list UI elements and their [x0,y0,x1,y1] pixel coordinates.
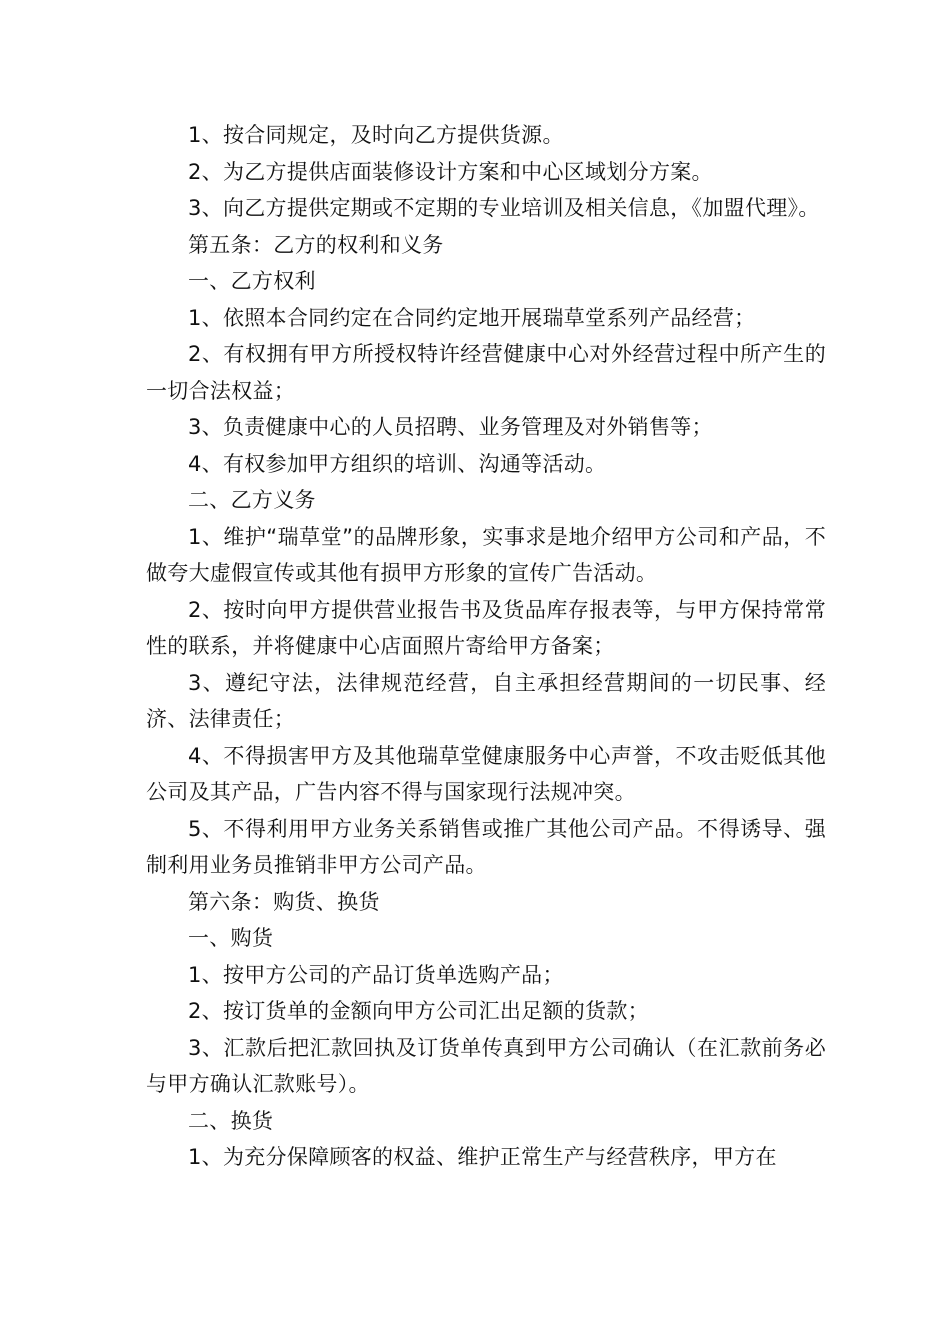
article-heading: 第六条：购货、换货 [188,889,380,914]
clause-item: 3、向乙方提供定期或不定期的专业培训及相关信息，《加盟代理》。 [188,196,820,220]
clause-item: 2、为乙方提供店面装修设计方案和中心区域划分方案。 [188,159,713,184]
clause-item: 1、按甲方公司的产品订货单选购产品； [188,962,564,987]
clause-item: 2、按时向甲方提供营业报告书及货品库存报表等，与甲方保持常常性的联系，并将健康中心店面照片寄给甲方备案； [146,597,826,658]
article-heading: 第五条：乙方的权利和义务 [188,232,444,257]
section-heading: 二、换货 [188,1108,274,1133]
document-page [146,117,826,1176]
clause-item: 1、按合同规定，及时向乙方提供货源。 [188,123,564,147]
clause-item: 3、遵纪守法，法律规范经营，自主承担经营期间的一切民事、经济、法律责任； [146,670,826,731]
clause-item: 1、维护“瑞草堂”的品牌形象，实事求是地介绍甲方公司和产品，不做夸大虚假宣传或其他有损甲方形象的宣传广告活动。 [146,524,826,585]
section-heading: 一、购货 [188,926,274,950]
section-heading: 二、乙方义务 [188,488,316,512]
clause-item: 3、负责健康中心的人员招聘、业务管理及对外销售等； [188,415,713,439]
clause-item: 2、有权拥有甲方所授权特许经营健康中心对外经营过程中所产生的一切合法权益； [146,342,826,403]
clause-item: 1、为充分保障顾客的权益、维护正常生产与经营秩序，甲方在 [188,1145,777,1169]
clause-item: 3、汇款后把汇款回执及订货单传真到甲方公司确认（在汇款前务必与甲方确认汇款账号）。 [146,1035,826,1096]
clause-item: 4、不得损害甲方及其他瑞草堂健康服务中心声誉，不攻击贬低其他公司及其产品，广告内容不得与国家现行法规冲突。 [146,743,826,804]
clause-item: 5、不得利用甲方业务关系销售或推广其他公司产品。不得诱导、强制利用业务员推销非甲方公司产品。 [146,816,826,877]
clause-item: 2、按订货单的金额向甲方公司汇出足额的货款； [188,999,649,1023]
clause-item: 4、有权参加甲方组织的培训、沟通等活动。 [188,451,607,476]
clause-item: 1、依照本合同约定在合同约定地开展瑞草堂系列产品经营； [188,305,756,330]
section-heading: 一、乙方权利 [188,269,316,293]
